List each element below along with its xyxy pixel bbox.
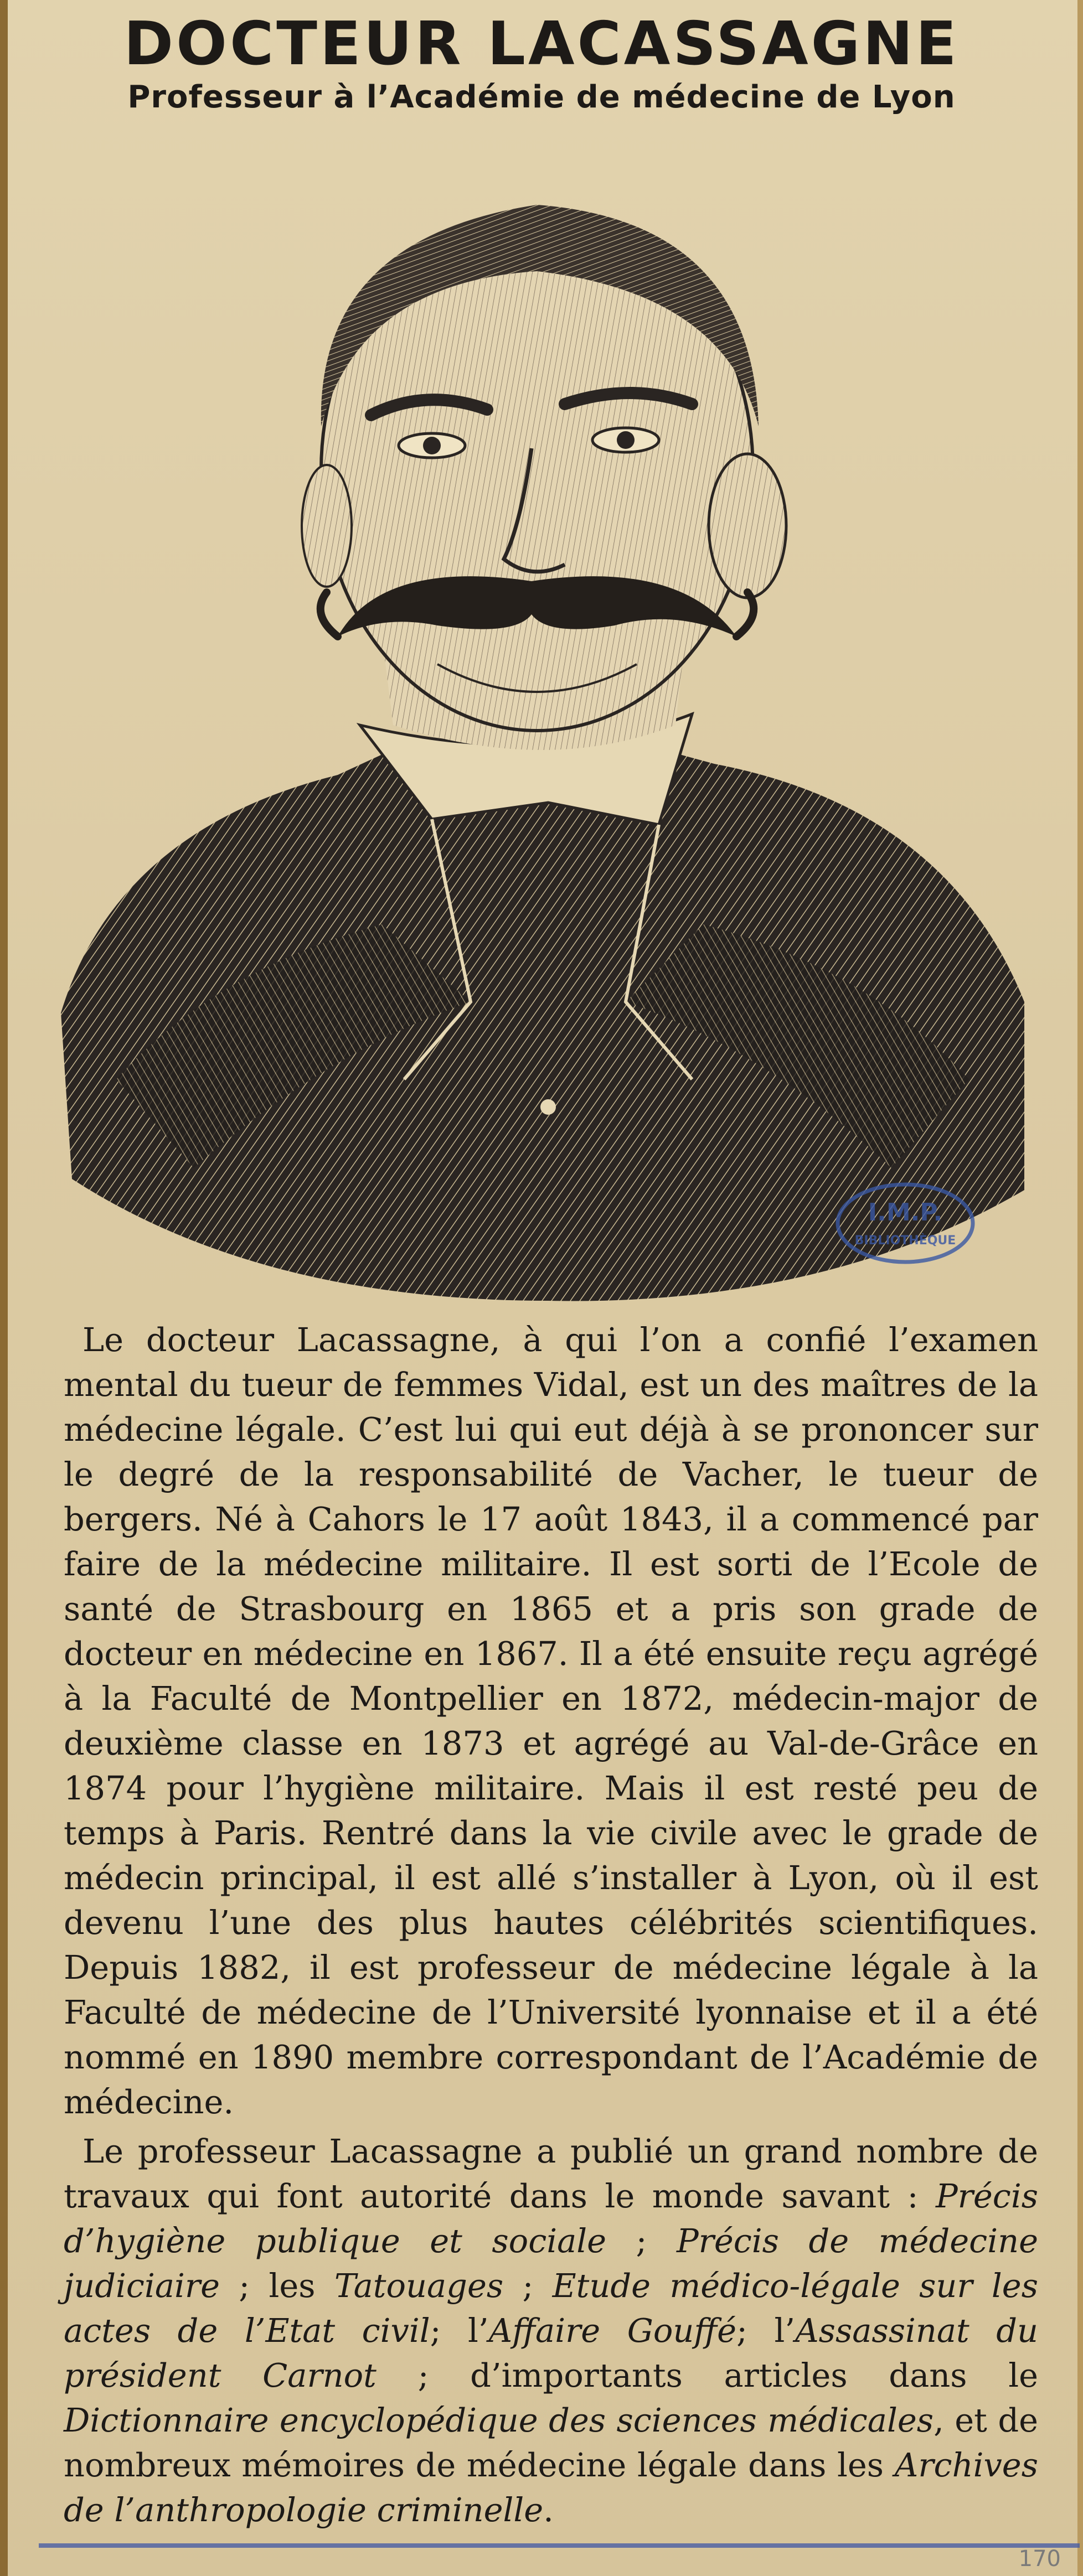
article-body [64,1317,1038,2532]
right-edge [1077,0,1083,2576]
page-title: DOCTEUR LACASSAGNE [123,9,960,79]
article-paragraph-2: Le professeur Lacassagne a publié un grand nombre de travaux qui font autorité dans le monde savant : Précis d’hygiène publique et sociale ; Précis de médecine judiciaire ; les Tatouages ; Etude médico-légale sur les actes de l’Etat civil; l’Affaire Gouffé; l’Assassinat du président Carnot ; d’importants articles dans le Dictionnaire encyclopédique des sciences médicales, et de nombreux mémoires de médecine légale dans les Archives de l’anthropologie criminelle. [64,2132,1039,2529]
work-title: Etude médico-légale sur les actes de l’Etat civil [64,2267,1038,2350]
work-title: Dictionnaire encyclopédique des sciences médicales [64,2401,934,2439]
left-edge [0,0,8,2576]
stamp-bottom-text: BIBLIOTHÈQUE [854,1234,956,1248]
article-paragraph-1: Le docteur Lacassagne, à qui l’on a confié l’examen mental du tueur de femmes Vidal, est un des maîtres de la médecine légale. C’est lui qui eut déjà à se prononcer sur le degré de la responsabilité de Vacher, le tueur de bergers. Né à Cahors le 17 août 1843, il a commencé par faire de la médecine militaire. Il est sorti de l’Ecole de santé de Strasbourg en 1865 et a pris son grade de docteur en médecine en 1867. Il a été ensuite reçu agrégé à la Faculté de Montpellier en 1872, médecin-major de deuxième classe en 1873 et agrégé au Val-de-Grâce en 1874 pour l’hygiène militaire. Mais il est resté peu de temps à Paris. Rentré dans la vie civile avec le grade de médecin principal, il est allé s’installer à Lyon, où il est devenu l’une des plus hautes célébrités scientifiques. Depuis 1882, il est professeur de médecine légale à la Faculté de médecine de l’Université lyonnaise et il a été nommé en 1890 membre correspondant de l’Académie de médecine. [64,1321,1038,2121]
library-stamp [833,1179,977,1268]
stamp-top-text: I.M.P. [868,1198,943,1227]
portrait-engraving [50,138,1035,1306]
work-title: Précis de médecine judiciaire [64,2222,1038,2305]
work-title: Précis d’hygiène publique et sociale [64,2177,1038,2260]
page-subtitle: Professeur à l’Académie de médecine de Lyon [127,79,956,115]
work-title: Affaire Gouffé [488,2311,737,2350]
page-number-mark: 170 [1018,2546,1061,2572]
work-title: Tatouages [334,2267,504,2305]
work-title: Archives de l’anthropologie criminelle [64,2446,1038,2529]
blue-pencil-underline [39,2543,1080,2548]
work-title: Assassinat du président Carnot [64,2311,1038,2394]
